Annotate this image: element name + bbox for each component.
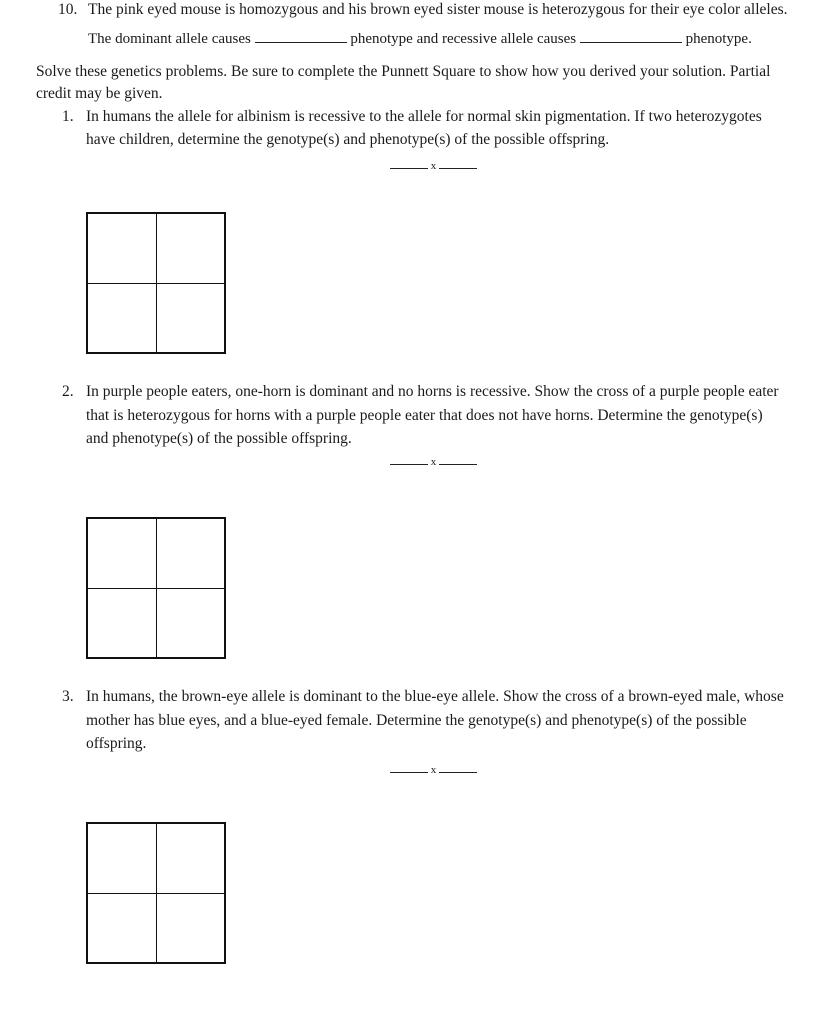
problem-3-number: 3. — [62, 688, 74, 705]
problem-1-line1: In humans the allele for albinism is recessive to the allele for normal skin pigmentation. If two heterozygotes — [86, 108, 762, 125]
problem-1-number: 1. — [62, 108, 74, 125]
cross-symbol: x — [430, 456, 437, 468]
parent2-blank[interactable] — [439, 158, 477, 169]
problem-2-line1: In purple people eaters, one-horn is dominant and no horns is recessive. Show the cross of a purple people eater — [86, 383, 779, 400]
q10-part2: phenotype and recessive allele causes — [350, 31, 577, 47]
parent1-blank[interactable] — [390, 454, 428, 465]
punnett-divider-horizontal — [88, 893, 224, 894]
q10-fill-line — [88, 28, 752, 51]
cross-symbol: x — [430, 764, 437, 776]
problem-1-line2: have children, determine the genotype(s) and phenotype(s) of the possible offspring. — [86, 131, 610, 148]
parent1-blank[interactable] — [390, 158, 428, 169]
dominant-phenotype-blank[interactable] — [255, 28, 347, 43]
punnett-square-1[interactable] — [86, 212, 226, 354]
recessive-phenotype-blank[interactable] — [580, 28, 682, 43]
problem-3-cross — [390, 762, 477, 777]
instructions-line2: credit may be given. — [36, 85, 163, 102]
q10-part3: phenotype. — [685, 31, 752, 47]
problem-3-line1: In humans, the brown-eye allele is dominant to the blue-eye allele. Show the cross of a brown-eyed male, whose — [86, 688, 784, 705]
problem-3-line3: offspring. — [86, 735, 147, 752]
problem-2-line2: that is heterozygous for horns with a purple people eater that does not have horns. Determine the genotype(s) — [86, 407, 763, 424]
parent2-blank[interactable] — [439, 454, 477, 465]
problem-1-cross — [390, 158, 477, 173]
q10-part1: The dominant allele causes — [88, 31, 251, 47]
cross-symbol: x — [430, 160, 437, 172]
punnett-divider-horizontal — [88, 588, 224, 589]
punnett-square-3[interactable] — [86, 822, 226, 964]
q10-text: The pink eyed mouse is homozygous and his brown eyed sister mouse is heterozygous for their eye color alleles. — [88, 1, 788, 18]
parent2-blank[interactable] — [439, 762, 477, 773]
problem-3-line2: mother has blue eyes, and a blue-eyed female. Determine the genotype(s) and phenotype(s) of the possible — [86, 712, 747, 729]
q10-number: 10. — [58, 1, 78, 18]
problem-2-cross — [390, 454, 477, 469]
punnett-square-2[interactable] — [86, 517, 226, 659]
punnett-divider-horizontal — [88, 283, 224, 284]
problem-2-line3: and phenotype(s) of the possible offspring. — [86, 430, 352, 447]
instructions-line1: Solve these genetics problems. Be sure to complete the Punnett Square to show how you derived your solution. Partial — [36, 63, 771, 80]
problem-2-number: 2. — [62, 383, 74, 400]
parent1-blank[interactable] — [390, 762, 428, 773]
